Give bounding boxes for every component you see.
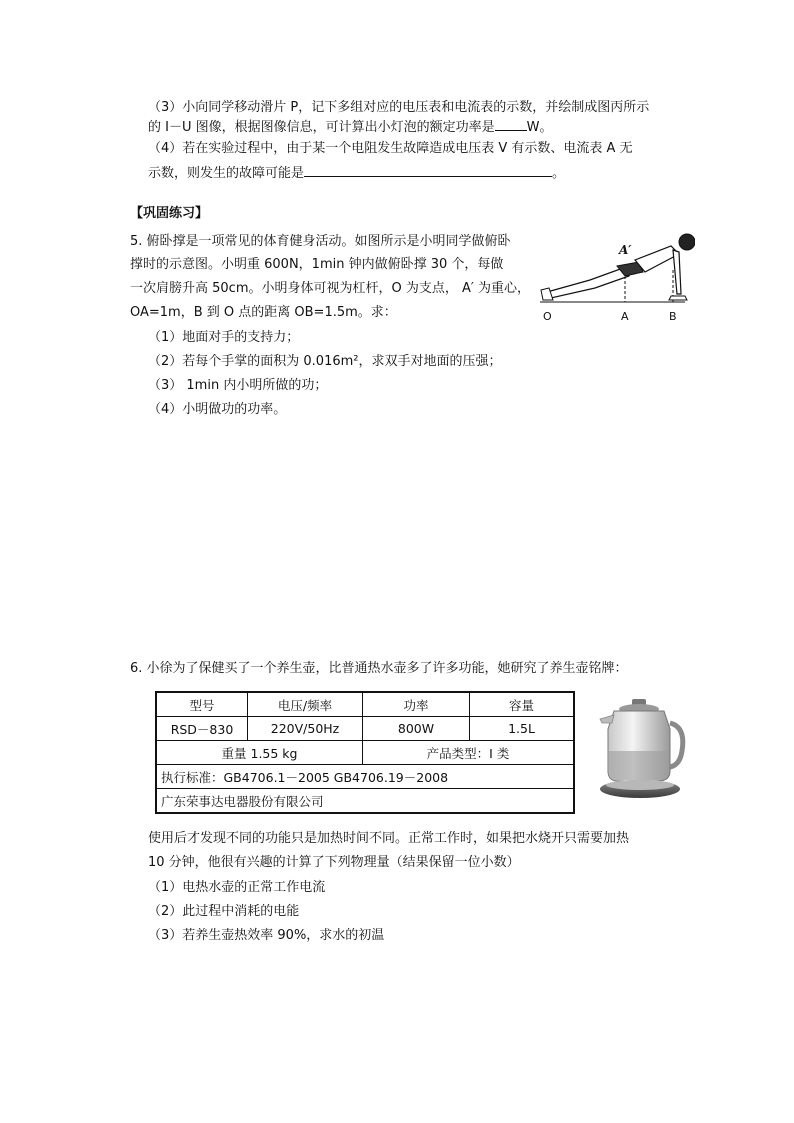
hand [669, 296, 687, 300]
q5-line-3: 一次肩膀升高 50cm。小明身体可视为杠杆，O 为支点， A′ 为重心， [130, 281, 530, 296]
legs [547, 268, 631, 298]
header-model: 型号 [156, 692, 248, 717]
table-row [156, 789, 574, 814]
q6-intro: 6. 小徐为了保健买了一个养生壶，比普通热水壶多了许多功能，她研究了养生壶铭牌： [130, 661, 628, 676]
nameplate-table [155, 691, 575, 814]
table-row [156, 765, 574, 789]
q5-line-2: 撑时的示意图。小明重 600N，1min 钟内做俯卧撑 30 个，每做 [130, 257, 504, 272]
q-prev-line-4b [148, 163, 565, 183]
q5-sub-3: （3） 1min 内小明所做的功； [148, 378, 328, 393]
q-prev-line-3b [148, 117, 552, 137]
value-voltage: 220V/50Hz [248, 717, 363, 741]
answer-blank-power [495, 117, 527, 131]
label-a: A [621, 310, 629, 323]
header-voltage: 电压/频率 [248, 692, 363, 717]
kettle-base-top [606, 780, 674, 790]
value-standard: 执行标准：GB4706.1－2005 GB4706.19－2008 [156, 765, 574, 789]
kettle-image [596, 693, 688, 805]
q5-line-4: OA=1m，B 到 O 点的距离 OB=1.5m。求： [130, 305, 397, 320]
head [679, 234, 695, 250]
value-power: 800W [363, 717, 470, 741]
value-weight: 重量 1.55 kg [156, 741, 363, 765]
q6-sub-3: （3）若养生壶热效率 90%，求水的初温 [148, 928, 385, 943]
q-prev-line-3b-unit: W。 [526, 120, 553, 135]
label-a-prime: A′ [619, 243, 632, 257]
q-prev-line-3b-text: 的 I－U 图像，根据图像信息，可计算出小灯泡的额定功率是 [148, 120, 495, 135]
table-row [156, 741, 574, 765]
q6-sub-2: （2）此过程中消耗的电能 [148, 904, 300, 919]
q5-sub-1: （1）地面对手的支持力； [148, 330, 300, 345]
q-prev-line-4a: （4）若在实验过程中，由于某一个电阻发生故障造成电压表 V 有示数、电流表 A 无 [148, 141, 633, 156]
kettle-handle [670, 723, 683, 767]
q5-sub-4: （4）小明做功的功率。 [148, 402, 287, 417]
value-type: 产品类型：I 类 [363, 741, 575, 765]
kettle-spout [600, 715, 614, 723]
foot [541, 288, 553, 300]
value-maker: 广东荣事达电器股份有限公司 [156, 789, 574, 814]
q-prev-line-4b-end: 。 [552, 166, 566, 181]
value-capacity: 1.5L [470, 717, 575, 741]
header-capacity: 容量 [470, 692, 575, 717]
q6-sub-1: （1）电热水壶的正常工作电流 [148, 880, 326, 895]
label-o: O [543, 310, 552, 323]
q6-line-1: 使用后才发现不同的功能只是加热时间不同。正常工作时，如果把水烧开只需要加热 [148, 831, 630, 846]
q-prev-line-3a: （3）小向同学移动滑片 P，记下多组对应的电压表和电流表的示数，并绘制成图丙所示 [148, 100, 650, 115]
answer-blank-fault [304, 163, 552, 177]
section-title: 【巩固练习】 [130, 206, 209, 221]
table-row [156, 717, 574, 741]
arm [673, 250, 681, 294]
value-model: RSD－830 [156, 717, 248, 741]
pushup-figure [535, 222, 695, 330]
q-prev-line-4b-text: 示数，则发生的故障可能是 [148, 166, 305, 181]
label-b: B [669, 310, 677, 323]
kettle-water [609, 751, 669, 780]
table-row [156, 692, 574, 717]
q5-sub-2: （2）若每个手掌的面积为 0.016m²，求双手对地面的压强； [148, 354, 502, 369]
q5-line-1: 5. 俯卧撑是一项常见的体育健身活动。如图所示是小明同学做俯卧 [130, 234, 511, 249]
q6-line-2: 10 分钟，他很有兴趣的计算了下列物理量（结果保留一位小数） [148, 855, 520, 870]
header-power: 功率 [363, 692, 470, 717]
